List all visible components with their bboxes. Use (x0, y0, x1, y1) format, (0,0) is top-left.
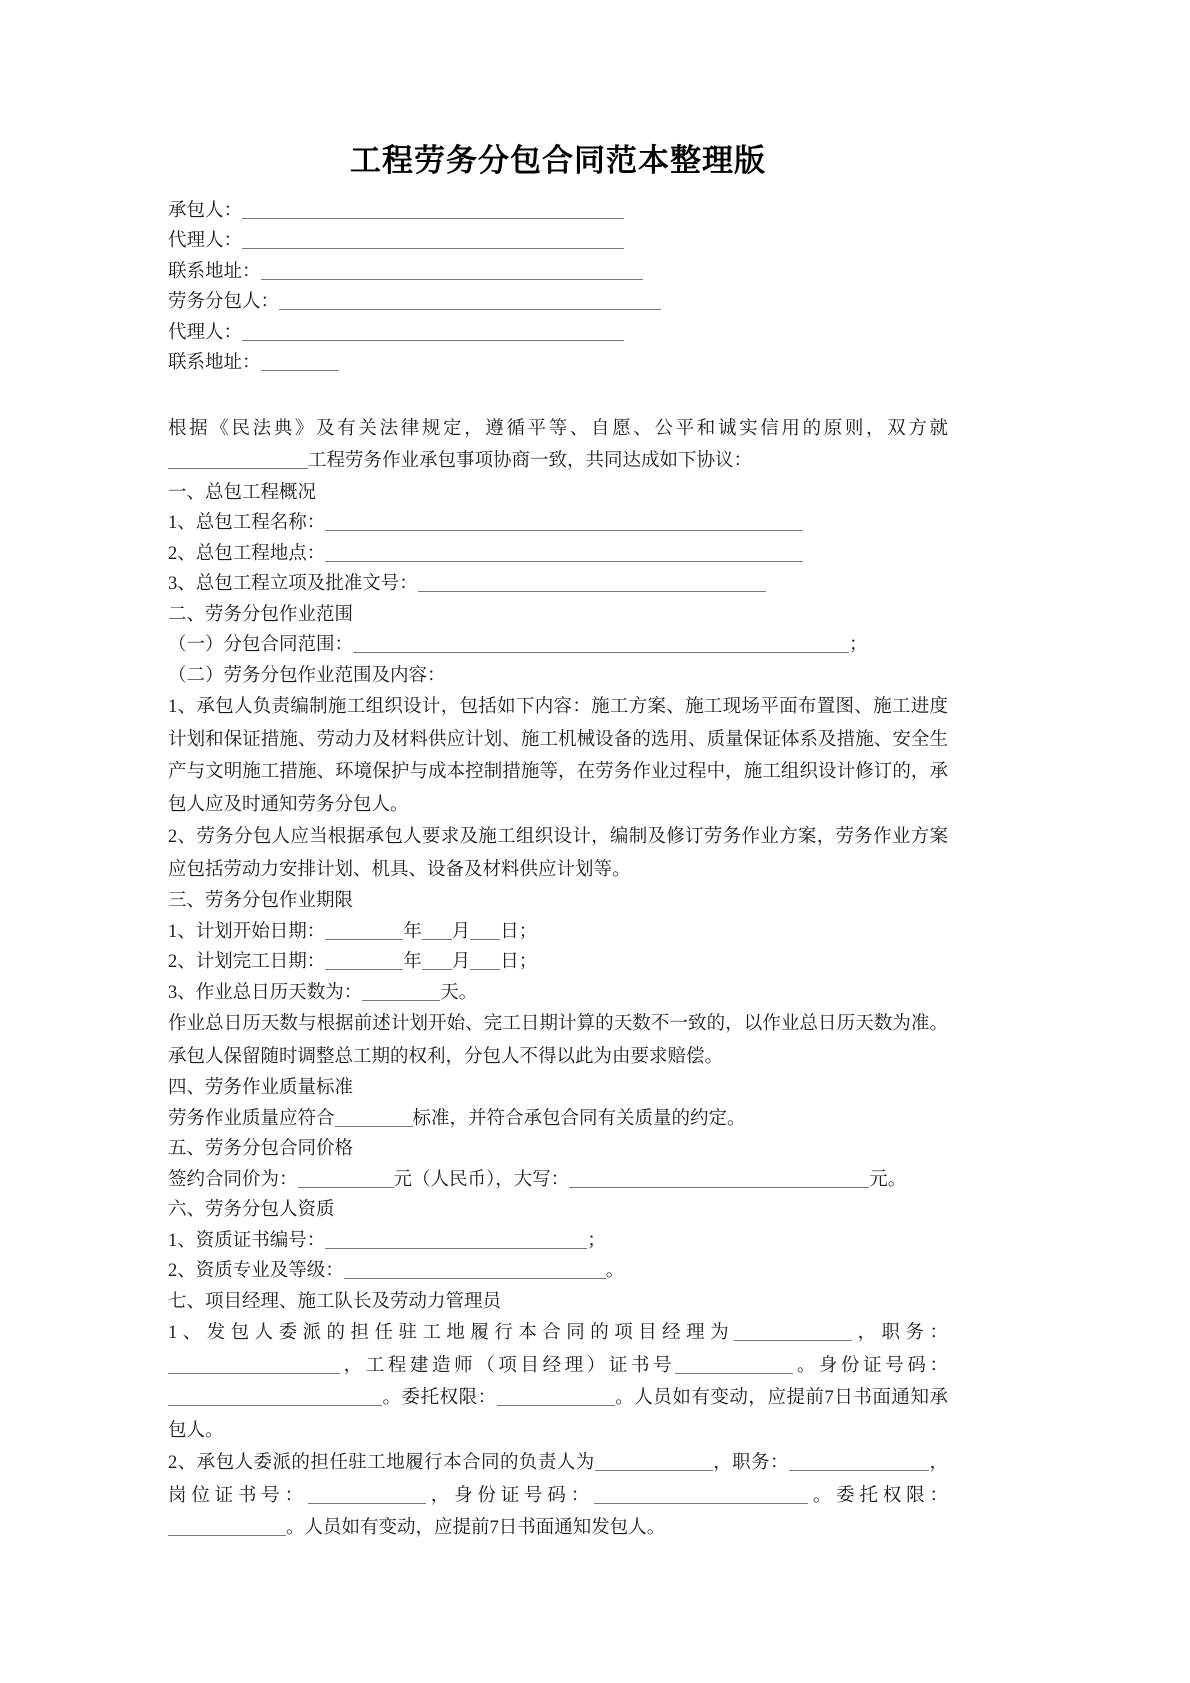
unit-finish-day: 日； (500, 952, 538, 973)
label-subcontract-scope: （一）分包合同范围： (168, 635, 354, 656)
section-heading-6: 六、劳务分包人资质 (168, 1200, 335, 1221)
label-quality-standard-post: 标准，并符合承包合同有关质量的约定。 (412, 1108, 746, 1129)
blank-finish-month[interactable] (422, 952, 452, 971)
party-line-subcontractor-address (168, 348, 948, 379)
preamble-paragraph (168, 413, 948, 478)
label-qualification-grade: 2、资质专业及等级： (168, 1261, 344, 1282)
blank-start-month[interactable] (422, 921, 452, 940)
preamble-blank-project[interactable] (168, 451, 308, 470)
section-heading-2: 二、劳务分包作业范围 (168, 604, 354, 625)
party-blank-contractor-address[interactable] (261, 261, 643, 280)
pm1-text-1: 1、发包人委派的担任驻工地履行本合同的项目经理为 (168, 1323, 735, 1344)
blank-finish-day[interactable] (470, 952, 500, 971)
party-line-contractor (168, 196, 948, 227)
unit-start-year: 年 (403, 921, 422, 942)
blank-quality-standard[interactable] (335, 1108, 413, 1127)
paragraph-duration-1: 作业总日历天数与根据前述计划开始、完工日期计算的天数不一致的，以作业总日历天数为准。承包人保留随时调整总工期的权利，分包人不得以此为由要求赔偿。 (168, 1014, 948, 1067)
blank-general-project-name[interactable] (325, 513, 803, 532)
blank-subcontract-scope[interactable] (353, 635, 849, 654)
party-label-contractor: 承包人： (168, 200, 243, 221)
blank-pm1-name[interactable] (734, 1323, 852, 1342)
label-planned-start-date: 1、计划开始日期： (168, 921, 326, 942)
blank-pm2-id-number[interactable] (594, 1485, 808, 1504)
paragraph-scope-2: 2、劳务分包人应当根据承包人要求及施工组织设计，编制及修订劳务作业方案，劳务作业方案应包括劳动力安排计划、机具、设备及材料供应计划等。 (168, 827, 948, 880)
blank-qualification-grade[interactable] (344, 1261, 606, 1280)
item-total-calendar-days (168, 978, 948, 1009)
item-quality-standard (168, 1104, 948, 1135)
blank-pm1-position[interactable] (168, 1355, 340, 1374)
party-blank-subcontractor[interactable] (279, 292, 661, 311)
blank-pm2-post-certificate-no[interactable] (308, 1485, 426, 1504)
pm2-text-1: 2、承包人委派的担任驻工地履行本合同的负责人为 (168, 1453, 595, 1474)
blank-pm1-certificate-no[interactable] (675, 1355, 793, 1374)
unit-start-day: 日； (500, 921, 538, 942)
item-subcontract-scope (168, 630, 948, 661)
item-general-project-name (168, 508, 948, 539)
section-heading-3: 三、劳务分包作业期限 (168, 891, 354, 912)
blank-pm2-position[interactable] (789, 1453, 929, 1472)
paragraph-scope-1: 1、承包人负责编制施工组织设计，包括如下内容：施工方案、施工现场平面布置图、施工进度计划和保证措施、劳动力及材料供应计划、施工机械设备的选用、质量保证体系及措施、安全生产与文明施工措施、环境保护与成本控制措施等，在劳务作业过程中，施工组织设计修订的，承包人应及时通知劳务分包人。 (168, 697, 948, 815)
party-label-subcontractor: 劳务分包人： (168, 292, 280, 313)
label-contract-price-pre: 签约合同价为： (168, 1169, 298, 1190)
label-quality-standard-pre: 劳务作业质量应符合 (168, 1108, 335, 1129)
paragraph-project-manager-2 (168, 1447, 948, 1545)
label-general-project-location: 2、总包工程地点： (168, 543, 326, 564)
pm2-text-7: 。人员如有变动，应提前7日书面通知发包人。 (286, 1518, 666, 1539)
tail-qualification-certificate-no: ； (587, 1230, 606, 1251)
paragraph-project-manager-1 (168, 1317, 948, 1447)
item-general-project-location (168, 539, 948, 570)
pm2-text-4: 岗位证书号： (168, 1485, 308, 1506)
item-general-project-approval (168, 569, 948, 600)
blank-finish-year[interactable] (325, 952, 403, 971)
label-contract-price-post: 元。 (869, 1169, 907, 1190)
item-planned-finish-date (168, 947, 948, 978)
party-label-contractor-address: 联系地址： (168, 261, 261, 282)
blank-general-project-approval[interactable] (418, 574, 766, 593)
party-blank-subcontractor-address[interactable] (261, 353, 339, 372)
blank-pm2-name[interactable] (595, 1453, 713, 1472)
page-title: 工程劳务分包合同范本整理版 (350, 143, 766, 178)
party-line-contractor-agent (168, 226, 948, 257)
blank-total-calendar-days[interactable] (362, 982, 440, 1001)
blank-pm1-authority[interactable] (497, 1388, 615, 1407)
party-blank-subcontractor-agent[interactable] (242, 322, 624, 341)
label-subcontract-scope-content: （二）劳务分包作业范围及内容： (168, 665, 446, 686)
item-planned-start-date (168, 917, 948, 948)
blank-start-day[interactable] (470, 921, 500, 940)
blank-start-year[interactable] (325, 921, 403, 940)
pm1-text-3: ，工程建造师（项目经理）证书号 (340, 1355, 676, 1376)
pm2-text-2: ，职务： (712, 1453, 790, 1474)
unit-start-month: 月 (451, 921, 471, 942)
unit-total-calendar-days: 天。 (440, 982, 478, 1003)
label-contract-price-mid: 元（人民币），大写： (393, 1169, 570, 1190)
item-subcontract-scope-content (168, 661, 948, 692)
item-qualification-grade (168, 1256, 948, 1287)
party-blank-contractor[interactable] (242, 200, 624, 219)
party-line-subcontractor-agent (168, 318, 948, 349)
blank-contract-price-figures[interactable] (298, 1169, 394, 1188)
label-qualification-certificate-no: 1、资质证书编号： (168, 1230, 326, 1251)
label-planned-finish-date: 2、计划完工日期： (168, 952, 326, 973)
party-information-block (168, 196, 948, 379)
label-general-project-approval: 3、总包工程立项及批准文号： (168, 574, 418, 595)
item-contract-price (168, 1165, 948, 1196)
pm1-text-6: 。人员如有变动，应提前7日书面通知承包人。 (168, 1388, 948, 1441)
tail-subcontract-scope: ； (849, 635, 868, 656)
tail-qualification-grade: 。 (605, 1261, 625, 1282)
preamble-text-part1: 根据《民法典》及有关法律规定，遵循平等、自愿、公平和诚实信用的原则，双方就 (168, 418, 948, 439)
label-general-project-name: 1、总包工程名称： (168, 513, 326, 534)
preamble-text-part2: 工程劳务作业承包事项协商一致，共同达成如下协议： (308, 451, 753, 472)
pm2-text-3: ， (929, 1453, 948, 1474)
blank-general-project-location[interactable] (325, 543, 803, 562)
party-label-contractor-agent: 代理人： (168, 231, 243, 252)
item-qualification-certificate-no (168, 1226, 948, 1257)
pm1-text-2: ，职务： (852, 1323, 948, 1344)
section-heading-5: 五、劳务分包合同价格 (168, 1139, 354, 1160)
unit-finish-year: 年 (403, 952, 422, 973)
party-line-subcontractor (168, 287, 948, 318)
blank-contract-price-words[interactable] (569, 1169, 869, 1188)
pm2-text-5: ，身份证号码： (425, 1485, 595, 1506)
party-blank-contractor-agent[interactable] (242, 231, 624, 250)
section-heading-7: 七、项目经理、施工队长及劳动力管理员 (168, 1291, 502, 1312)
party-line-contractor-address (168, 257, 948, 288)
pm1-text-4: 。身份证号码： (793, 1355, 948, 1376)
blank-pm2-authority[interactable] (168, 1518, 286, 1537)
spacer (168, 383, 948, 413)
section-heading-4: 四、劳务作业质量标准 (168, 1078, 354, 1099)
unit-finish-month: 月 (451, 952, 471, 973)
pm2-text-6: 。委托权限： (808, 1485, 948, 1506)
pm1-text-5: 。委托权限： (382, 1388, 497, 1409)
party-label-subcontractor-address: 联系地址： (168, 353, 261, 374)
label-total-calendar-days: 3、作业总日历天数为： (168, 982, 363, 1003)
party-label-subcontractor-agent: 代理人： (168, 322, 243, 343)
section-heading-1: 一、总包工程概况 (168, 482, 317, 503)
blank-pm1-id-number[interactable] (168, 1388, 382, 1407)
blank-qualification-certificate-no[interactable] (325, 1230, 587, 1249)
document-body (168, 140, 948, 1545)
